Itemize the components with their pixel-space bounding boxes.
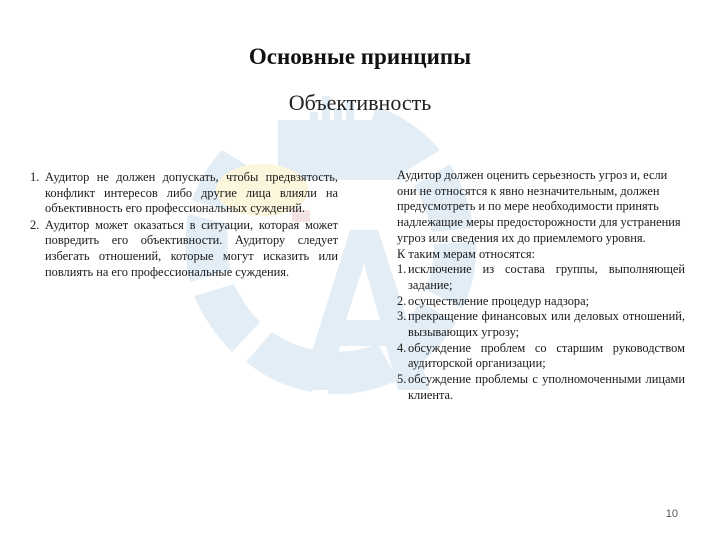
page-number: 10 (665, 508, 678, 520)
list-item (30, 170, 338, 217)
list-item (30, 218, 338, 280)
measures-heading: К таким мерам относятся: (397, 246, 535, 261)
list-item-text: исключение из состава группы, выполняющей задание; (408, 262, 685, 292)
right-column (397, 168, 685, 404)
objectivity-principles-list (30, 170, 338, 280)
slide-subtitle: Объективность (288, 90, 432, 115)
list-item-number: 3. (397, 309, 407, 324)
list-item (397, 294, 685, 310)
list-item (397, 341, 685, 372)
list-item-number: 5. (397, 372, 407, 387)
list-item-text: обсуждение проблем со старшим руководством аудиторской организации; (408, 340, 685, 371)
list-item-number: 2. (30, 217, 40, 232)
list-item-text: осуществление процедур надзора; (408, 293, 590, 308)
left-column (30, 170, 338, 281)
list-item (397, 372, 685, 403)
slide-title: Основные принципы (248, 44, 472, 69)
list-item-text: Аудитор не должен допускать, чтобы предвзятость, конфликт интересов либо другие лица влияли на объективность его профессиональных суждений. (45, 170, 338, 216)
list-item-text: обсуждение проблемы с уполномоченными лицами клиента. (408, 372, 685, 402)
list-item (397, 262, 685, 293)
list-item-number: 1. (397, 262, 407, 277)
list-item-number: 4. (397, 340, 407, 355)
threat-assessment-paragraph: Аудитор должен оценить серьезность угроз и, если они не относятся к явно незначительным, должен предусмотреть и по мере необходимости принять надлежащие меры предосторожности для устранения угроз или сведения их до приемлемого уровня. (397, 168, 681, 245)
list-item-number: 2. (397, 293, 407, 308)
safeguard-measures-list (397, 262, 685, 403)
list-item-text: прекращение финансовых или деловых отношений, вызывающих угрозу; (408, 309, 685, 340)
list-item-text: Аудитор может оказаться в ситуации, которая может повредить его объективности. Аудитору следует избегать отношений, которые могут исказить или повлиять на его профессиональные суждения. (45, 217, 338, 279)
list-item-number: 1. (30, 170, 40, 184)
list-item (397, 309, 685, 340)
